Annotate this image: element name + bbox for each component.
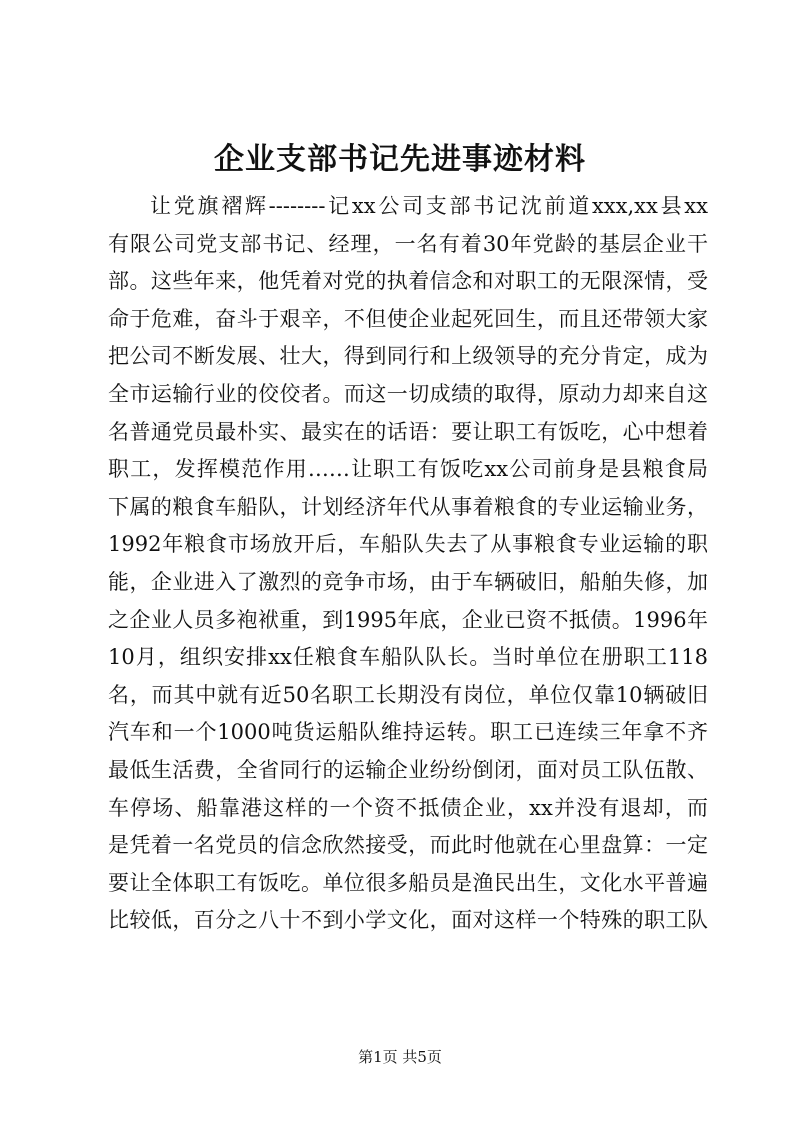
paragraph-line: 名，而其中就有近50名职工长期没有岗位，单位仅靠10辆破旧 xyxy=(108,682,708,707)
paragraph-line: 要让全体职工有饭吃。单位很多船员是渔民出生，文化水平普遍 xyxy=(108,870,708,895)
paragraph-line: 汽车和一个1000吨货运船队维持运转。职工已连续三年拿不齐 xyxy=(108,720,708,745)
paragraph-line: 下属的粮食车船队，计划经济年代从事着粮食的专业运输业务， xyxy=(108,494,708,519)
paragraph-line: 命于危难，奋斗于艰辛，不但使企业起死回生，而且还带领大家 xyxy=(108,306,708,331)
paragraph-line: 10月，组织安排xx任粮食车船队队长。当时单位在册职工118 xyxy=(108,645,708,670)
document-title: 企业支部书记先进事迹材料 xyxy=(214,142,586,177)
paragraph-line: 1992年粮食市场放开后，车船队失去了从事粮食专业运输的职 xyxy=(108,532,708,557)
paragraph-line: 职工，发挥模范作用……让职工有饭吃xx公司前身是县粮食局 xyxy=(108,457,708,482)
paragraph-line: 把公司不断发展、壮大，得到同行和上级领导的充分肯定，成为 xyxy=(108,344,708,369)
paragraph-line: 能，企业进入了激烈的竞争市场，由于车辆破旧，船舶失修，加 xyxy=(108,569,708,594)
paragraph-line: 名普通党员最朴实、最实在的话语：要让职工有饭吃，心中想着 xyxy=(108,419,708,444)
document-body xyxy=(108,188,708,940)
paragraph-line: 比较低，百分之八十不到小学文化，面对这样一个特殊的职工队 xyxy=(108,908,708,933)
paragraph-line: 车停场、船靠港这样的一个资不抵债企业，xx并没有退却，而 xyxy=(108,795,708,820)
paragraph-line: 部。这些年来，他凭着对党的执着信念和对职工的无限深情，受 xyxy=(108,269,708,294)
paragraph-line: 有限公司党支部书记、经理，一名有着30年党龄的基层企业干 xyxy=(108,231,708,256)
paragraph-line: 之企业人员多袍袱重，到1995年底，企业已资不抵债。1996年 xyxy=(108,607,708,632)
paragraph-line: 全市运输行业的佼佼者。而这一切成绩的取得，原动力却来自这 xyxy=(108,381,708,406)
paragraph-line: 让党旗褶辉--------记xx公司支部书记沈前道xxx,xx县xx xyxy=(150,194,708,218)
page-footer: 第1页 共5页 xyxy=(358,1048,442,1066)
paragraph-line: 最低生活费，全省同行的运输企业纷纷倒闭，面对员工队伍散、 xyxy=(108,757,708,782)
paragraph-line: 是凭着一名党员的信念欣然接受，而此时他就在心里盘算：一定 xyxy=(108,833,708,858)
